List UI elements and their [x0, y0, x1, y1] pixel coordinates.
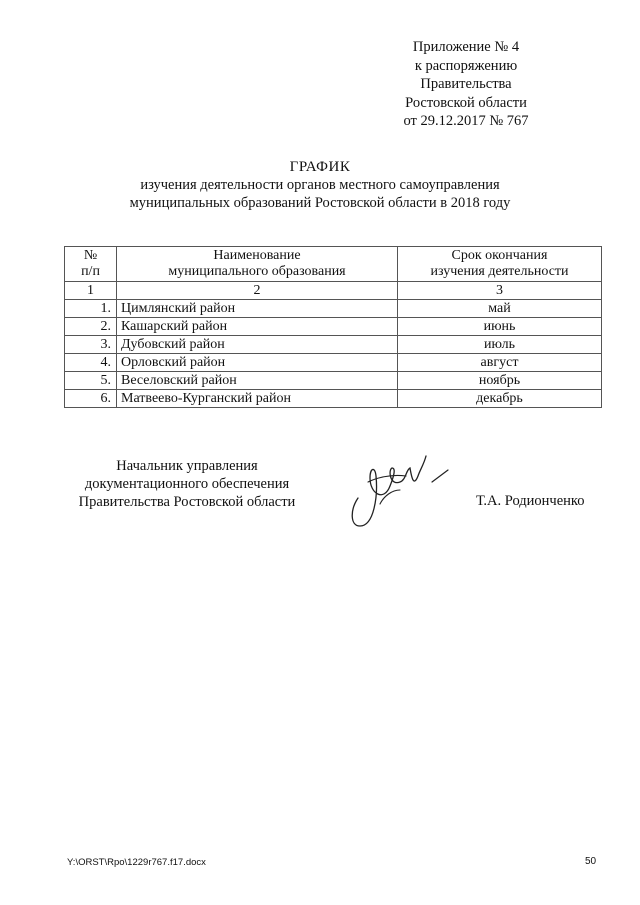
header-text: муниципального образования	[168, 264, 346, 279]
row-month: июль	[398, 336, 602, 354]
signatory-name: Т.А. Родионченко	[476, 493, 585, 509]
row-number: 3.	[65, 336, 117, 354]
table-row	[65, 318, 602, 336]
row-number: 2.	[65, 318, 117, 336]
row-district: Матвеево-Курганский район	[117, 390, 398, 408]
appendix-line: к распоряжению	[414, 57, 518, 74]
header-text: п/п	[81, 264, 100, 279]
row-month: май	[398, 300, 602, 318]
row-month: июнь	[398, 318, 602, 336]
header-num-cell	[65, 247, 117, 282]
row-number: 5.	[65, 372, 117, 390]
appendix-line: Ростовской области	[405, 94, 527, 111]
row-month: ноябрь	[398, 372, 602, 390]
appendix-line: Правительства	[420, 76, 512, 92]
appendix-line: Приложение № 4	[412, 39, 520, 55]
row-district: Дубовский район	[117, 336, 398, 354]
header-text: изучения деятельности	[430, 264, 569, 279]
row-district: Орловский район	[117, 354, 398, 372]
appendix-line: от 29.12.2017 № 767	[403, 113, 529, 129]
table-row	[65, 354, 602, 372]
table-index-row	[65, 282, 602, 300]
index-cell: 3	[398, 282, 602, 300]
header-text: Срок окончания	[451, 248, 548, 263]
schedule-table	[64, 246, 602, 408]
title-line: изучения деятельности органов местного самоуправления	[140, 177, 500, 193]
position-line: документационного обеспечения	[84, 476, 290, 492]
handwritten-signature	[340, 446, 460, 536]
header-term-cell	[398, 247, 602, 282]
row-district: Цимлянский район	[117, 300, 398, 318]
file-path: Y:\ORST\Rpo\1229r767.f17.docx	[67, 857, 206, 868]
table-header-row	[65, 247, 602, 282]
header-text: Наименование	[213, 248, 301, 263]
index-cell: 1	[65, 282, 117, 300]
document-title	[0, 158, 640, 212]
position-line: Правительства Ростовской области	[78, 494, 296, 510]
table-row	[65, 390, 602, 408]
signatory-position	[52, 457, 322, 511]
appendix-block	[366, 38, 566, 131]
title-line: муниципальных образований Ростовской области в 2018 году	[129, 195, 511, 211]
table-row	[65, 336, 602, 354]
row-number: 1.	[65, 300, 117, 318]
page-number: 50	[585, 856, 597, 867]
header-text: №	[83, 248, 98, 263]
row-district: Кашарский район	[117, 318, 398, 336]
row-number: 6.	[65, 390, 117, 408]
row-month: август	[398, 354, 602, 372]
table-row	[65, 300, 602, 318]
index-cell: 2	[117, 282, 398, 300]
row-month: декабрь	[398, 390, 602, 408]
position-line: Начальник управления	[116, 458, 258, 474]
header-name-cell	[117, 247, 398, 282]
title-heading: ГРАФИК	[289, 159, 351, 175]
row-number: 4.	[65, 354, 117, 372]
row-district: Веселовский район	[117, 372, 398, 390]
table-row	[65, 372, 602, 390]
